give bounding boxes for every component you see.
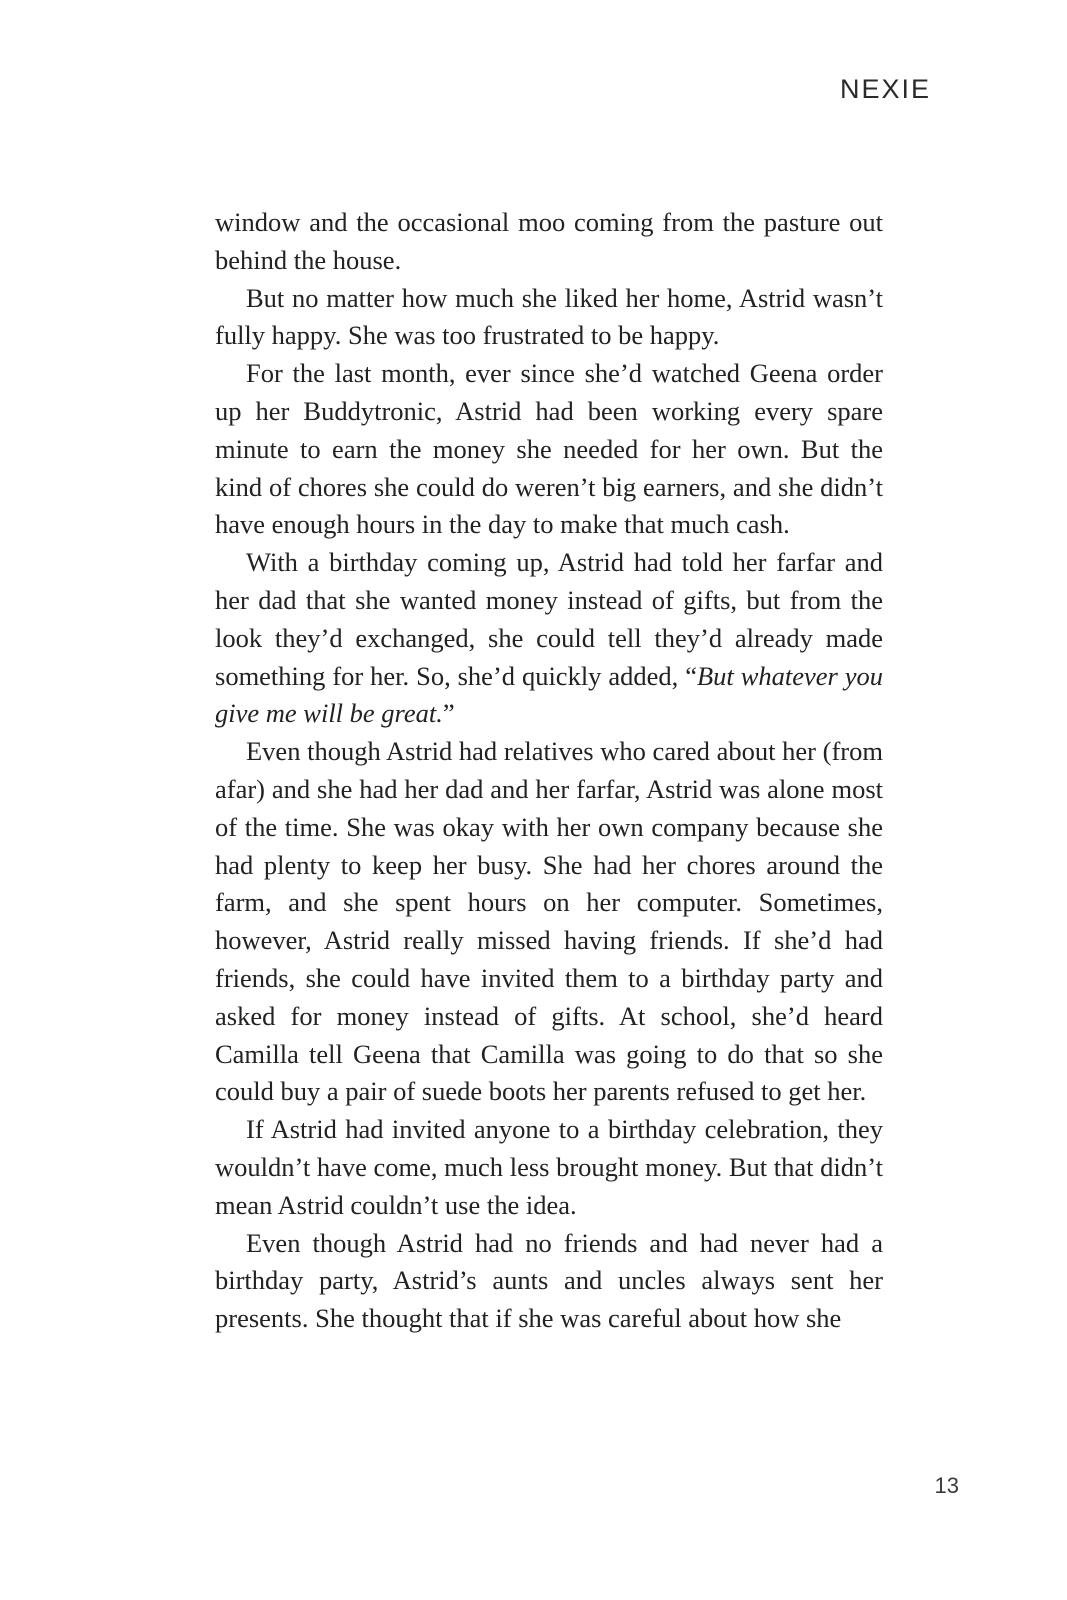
quote-close: ” <box>442 698 455 729</box>
paragraph <box>215 544 883 733</box>
paragraph: But no matter how much she liked her home, Astrid wasn’t fully happy. She was too frustrated to be happy. <box>215 282 883 351</box>
body-text <box>215 204 883 1338</box>
paragraph: window and the occasional moo coming from the pasture out behind the house. <box>215 207 883 275</box>
italic-quote: But whatever you give me will be great. <box>215 660 884 729</box>
page-number: 13 <box>934 1473 959 1498</box>
paragraph: For the last month, ever since she’d watched Geena order up her Buddytronic, Astrid had been working every spare minute to earn the money she needed for her own. But the kind of chores she could do weren’t big earners, and she didn’t have enough hours in the day to make that much cash. <box>215 358 883 540</box>
paragraph: Even though Astrid had relatives who cared about her (from afar) and she had her dad and her farfar, Astrid was alone most of the time. She was okay with her own company because she had plenty to keep her busy. She had her chores around the farm, and she spent hours on her computer. Sometimes, however, Astrid really missed having friends. If she’d had friends, she could have invited them to a birthday party and asked for money instead of gifts. At school, she’d heard Camilla tell Geena that Camilla was going to do that so she could buy a pair of suede boots her parents refused to get her. <box>215 736 883 1107</box>
running-head: NEXIE <box>839 74 931 104</box>
paragraph-text: With a birthday coming up, Astrid had told her farfar and her dad that she wanted money instead of gifts, but from the look they’d exchanged, she could tell they’d already made something for her. So, she’d quickly added, <box>215 547 883 691</box>
paragraph: Even though Astrid had no friends and had never had a birthday party, Astrid’s aunts and uncles always sent her presents. She thought that if she was careful about how she <box>215 1227 883 1334</box>
paragraph: If Astrid had invited anyone to a birthday celebration, they wouldn’t have come, much less brought money. But that didn’t mean Astrid couldn’t use the idea. <box>215 1114 883 1220</box>
quote-open: “ <box>685 660 697 691</box>
